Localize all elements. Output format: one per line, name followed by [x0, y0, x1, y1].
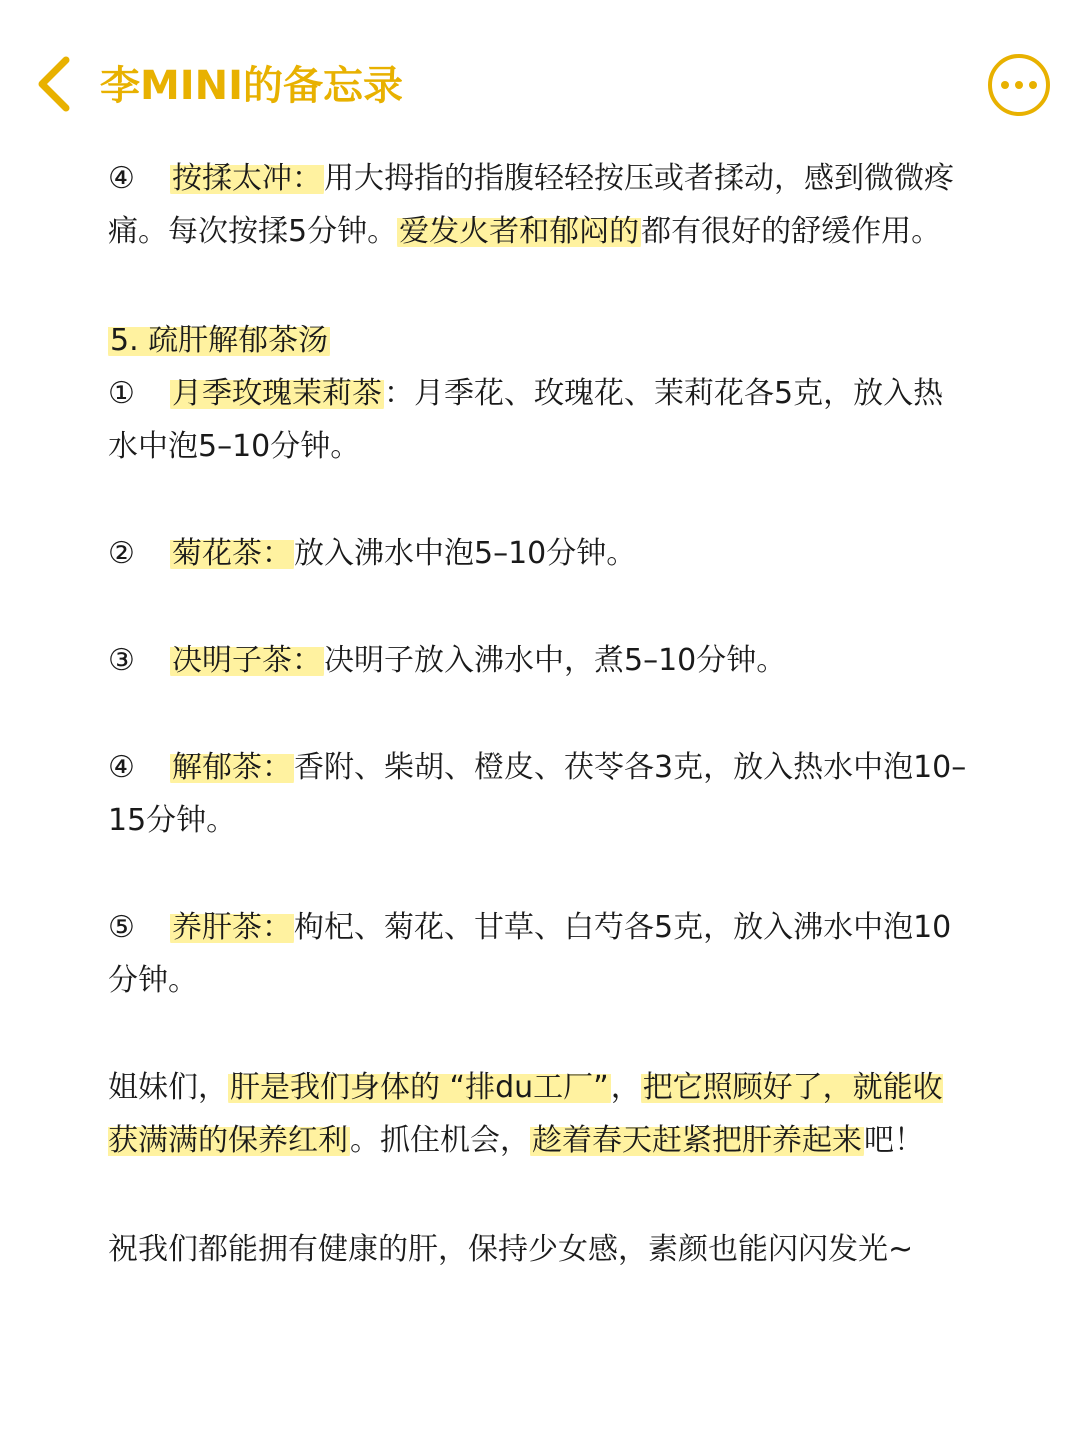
- tea-text: ：月季花、玫瑰花、茉莉花各5克，放入热水中泡5–10分钟。: [108, 376, 944, 464]
- section-heading-text: 5. 疏肝解郁茶汤: [110, 323, 329, 358]
- item-number: ④: [108, 750, 135, 785]
- item-number: ③: [108, 643, 135, 678]
- more-dot: [1029, 81, 1037, 89]
- item-number: ⑤: [108, 910, 135, 945]
- closing-wish: 祝我们都能拥有健康的肝，保持少女感，素颜也能闪闪发光~: [108, 1232, 914, 1267]
- tea-text: 放入沸水中泡5–10分钟。: [294, 536, 637, 571]
- massage-highlight: 爱发火者和郁闷的: [399, 214, 640, 249]
- section-heading: [108, 314, 968, 367]
- tea-item: [108, 527, 968, 580]
- closing-paragraph: [108, 1061, 968, 1167]
- massage-text: 用大拇指的指腹轻轻按压或者揉动，感到微微疼痛。每次按揉5分钟。: [108, 161, 954, 249]
- closing-text: 吧！: [864, 1123, 924, 1158]
- spacer: [108, 847, 968, 901]
- tea-text: 香附、柴胡、橙皮、茯苓各3克，放入热水中泡10–15分钟。: [108, 750, 967, 838]
- spacer: [108, 473, 968, 527]
- page-title: 李MINI的备忘录: [100, 63, 404, 109]
- note-body: [108, 152, 968, 1276]
- closing-text: 。抓住机会，: [350, 1123, 530, 1158]
- massage-text-end: 都有很好的舒缓作用。: [641, 214, 942, 249]
- closing-text: 姐妹们，: [108, 1070, 228, 1105]
- massage-name: 按揉太冲：: [172, 161, 322, 196]
- tea-item: [108, 901, 968, 1007]
- item-number: ④: [108, 161, 135, 196]
- tea-item: [108, 634, 968, 687]
- spacer: [108, 1167, 968, 1223]
- massage-item: [108, 152, 968, 258]
- tea-text: 决明子放入沸水中，煮5–10分钟。: [324, 643, 787, 678]
- tea-name: 解郁茶：: [172, 750, 292, 785]
- closing-highlight: 肝是我们身体的 “排du工厂”: [230, 1070, 609, 1105]
- spacer: [108, 1007, 968, 1061]
- item-number: ②: [108, 536, 135, 571]
- tea-name: 决明子茶：: [172, 643, 322, 678]
- spacer: [108, 687, 968, 741]
- spacer: [108, 258, 968, 314]
- spacer: [108, 580, 968, 634]
- more-button[interactable]: [988, 54, 1050, 116]
- item-number: ①: [108, 376, 135, 411]
- chevron-left-icon: [30, 52, 86, 116]
- more-dot: [1015, 81, 1023, 89]
- tea-item: [108, 367, 968, 473]
- back-button[interactable]: [30, 52, 86, 116]
- tea-name: 养肝茶：: [172, 910, 292, 945]
- closing-highlight: 把它照顾好了，就能收获满满的保养红利: [108, 1070, 943, 1158]
- closing-text: ，: [610, 1070, 641, 1105]
- top-bar: [0, 0, 1080, 170]
- more-dots-icon: [1001, 81, 1009, 89]
- tea-name: 月季玫瑰茉莉茶: [172, 376, 382, 411]
- tea-text: 枸杞、菊花、甘草、白芍各5克，放入沸水中泡10分钟。: [108, 910, 952, 998]
- tea-item: [108, 741, 968, 847]
- closing-highlight: 趁着春天赶紧把肝养起来: [532, 1123, 862, 1158]
- tea-name: 菊花茶：: [172, 536, 292, 571]
